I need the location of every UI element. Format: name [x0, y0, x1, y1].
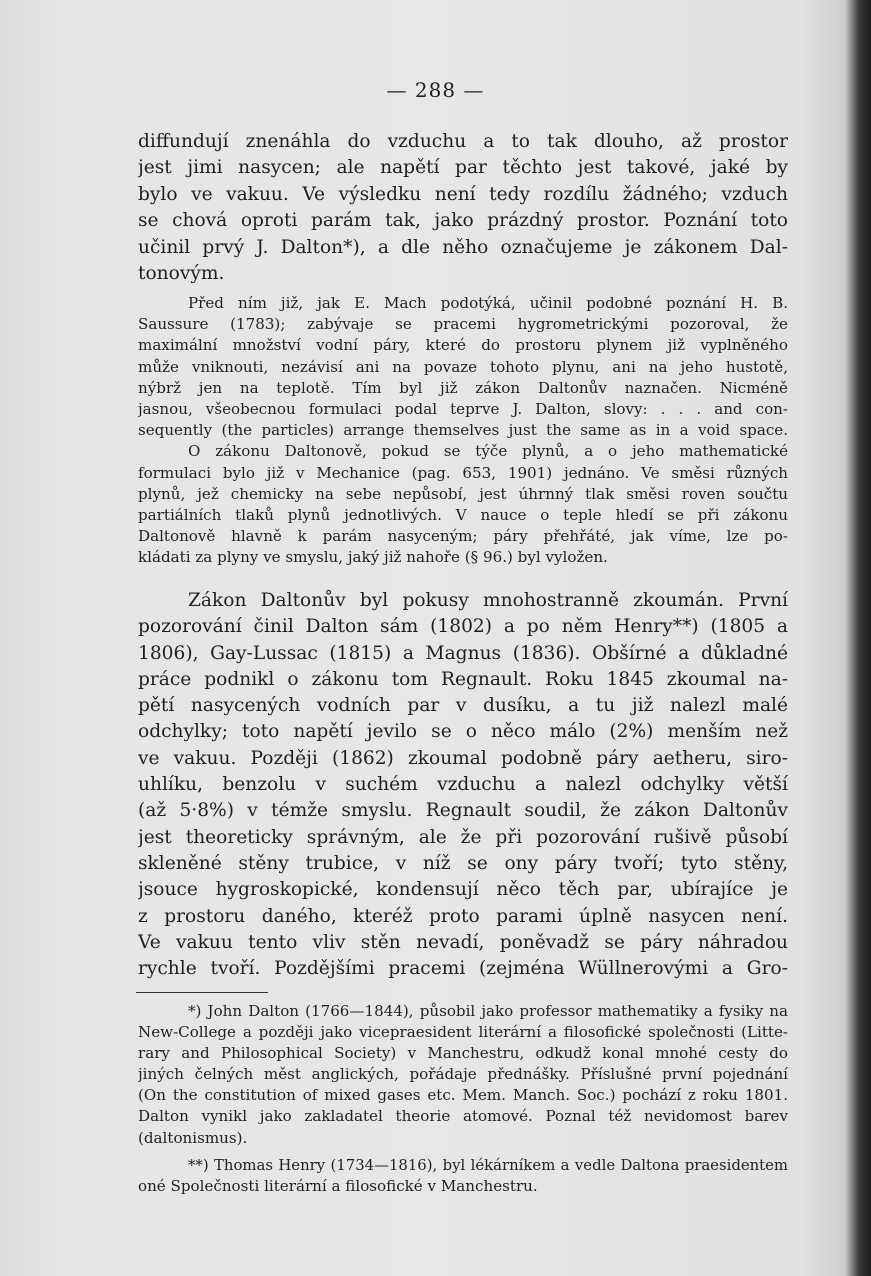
- text-line: formulaci bylo již v Mechanice (pag. 653, 1901) jednáno. Ve směsi různých: [138, 463, 788, 482]
- text-line: jest jimi nasycen; ale napětí par těchto jest takové, jaké by: [138, 157, 788, 179]
- text-line: 1806), Gay-Lussac (1815) a Magnus (1836). Obšírné a důkladné: [138, 642, 788, 664]
- text-line: *) John Dalton (1766—1844), působil jako professor mathematiky a fysiky na: [188, 1002, 788, 1020]
- text-line: maximální množství vodní páry, které do prostoru plynem již vyplněného: [138, 336, 788, 355]
- text-line: Dalton vynikl jako zakladatel theorie atomové. Poznal též nevidomost barev: [138, 1107, 788, 1126]
- text-line: z prostoru daného, kteréž proto parami úplně nasycen není.: [138, 905, 788, 927]
- text-line: bylo ve vakuu. Ve výsledku není tedy rozdílu žádného; vzduch: [138, 183, 788, 205]
- text-line: partiálních tlaků plynů jednotlivých. V nauce o teple hledí se při zákonu: [138, 505, 788, 524]
- text-line: jsouce hygroskopické, kondensují něco těch par, ubírajíce je: [138, 879, 788, 901]
- text-line: skleněné stěny trubice, v níž se ony páry tvoří; tyto stěny,: [138, 852, 788, 874]
- text-line: Před ním již, jak E. Mach podotýká, učinil podobné poznání H. B.: [188, 294, 788, 312]
- text-line: (On the constitution of mixed gases etc. Mem. Manch. Soc.) pochází z roku 1801.: [138, 1086, 788, 1105]
- text-line: nýbrž jen na teplotě. Tím byl již zákon Daltonův naznačen. Nicméně: [138, 378, 788, 397]
- text-line: jasnou, všeobecnou formulaci podal teprve J. Dalton, slovy: . . . and con-: [138, 399, 788, 418]
- footnote-2: [138, 1155, 788, 1197]
- text-line: **) Thomas Henry (1734—1816), byl lékárníkem a vedle Daltona praesidentem: [188, 1156, 788, 1174]
- text-line: rary and Philosophical Society) v Manchestru, odkudž konal mnohé cesty do: [138, 1044, 788, 1063]
- text-line: kládati za plyny ve smyslu, jaký již nahoře (§ 96.) byl vyložen.: [138, 548, 608, 567]
- text-line: rychle tvoří. Pozdějšími pracemi (zejména Wüllnerovými a Gro-: [138, 958, 788, 980]
- paragraph-2: [138, 293, 788, 568]
- text-line: diffundují znenáhla do vzduchu a to tak dlouho, až prostor: [138, 131, 788, 152]
- text-line: pětí nasycených vodních par v dusíku, a tu již nalezl malé: [138, 695, 788, 717]
- text-line: práce podnikl o zákonu tom Regnault. Roku 1845 zkoumal na-: [138, 668, 788, 690]
- text-line: Daltonově hlavně k parám nasyceným; páry přehřáté, jak víme, lze po-: [138, 527, 788, 546]
- text-line: Ve vakuu tento vliv stěn nevadí, poněvadž se páry náhradou: [138, 931, 788, 953]
- text-line: oné Společnosti literární a filosofické v Manchestru.: [138, 1177, 538, 1196]
- text-line: se chová oproti parám tak, jako prázdný prostor. Poznání toto: [138, 210, 788, 232]
- text-line: může vniknouti, nezávisí ani na povaze tohoto plynu, ani na jeho hustotě,: [138, 357, 788, 376]
- text-line: jest theoreticky správným, ale že při pozorování rušivě působí: [138, 826, 788, 848]
- footnote-separator: [136, 992, 268, 993]
- text-line: uhlíku, benzolu v suchém vzduchu a nalezl odchylky větší: [138, 774, 788, 796]
- text-line: tonovým.: [138, 262, 225, 284]
- text-line: (daltonismus).: [138, 1128, 248, 1147]
- text-line: Zákon Daltonův byl pokusy mnohostranně zkoumán. První: [188, 590, 788, 611]
- text-line: O zákonu Daltonově, pokud se týče plynů, a o jeho mathematické: [188, 442, 788, 461]
- paragraph-3: [138, 588, 788, 982]
- text-line: pozorování činil Dalton sám (1802) a po něm Henry**) (1805 a: [138, 616, 788, 638]
- text-line: Saussure (1783); zabývaje se pracemi hygrometrickými pozoroval, že: [138, 315, 788, 334]
- text-line: (až 5·8%) v témže smyslu. Regnault soudil, že zákon Daltonův: [138, 800, 788, 822]
- text-line: ve vakuu. Později (1862) zkoumal podobně páry aetheru, siro-: [138, 747, 788, 769]
- paragraph-1: [138, 129, 788, 287]
- text-line: New-College a později jako vicepraesident literární a filosofické společnosti (Litte-: [138, 1023, 788, 1042]
- footnote-1: [138, 1001, 788, 1149]
- text-line: učinil prvý J. Dalton*), a dle něho označujeme je zákonem Dal-: [138, 236, 788, 258]
- text-line: jiných čelných měst anglických, pořádaje přednášky. Příslušné první pojednání: [138, 1065, 788, 1084]
- text-line: odchylky; toto napětí jevilo se o něco málo (2%) menším než: [138, 721, 788, 743]
- text-line: plynů, jež chemicky na sebe nepůsobí, jest úhrnný tlak směsi roven součtu: [138, 484, 788, 503]
- text-line: sequently (the particles) arrange themselves just the same as in a void space.: [138, 421, 788, 440]
- page-number: — 288 —: [386, 78, 485, 102]
